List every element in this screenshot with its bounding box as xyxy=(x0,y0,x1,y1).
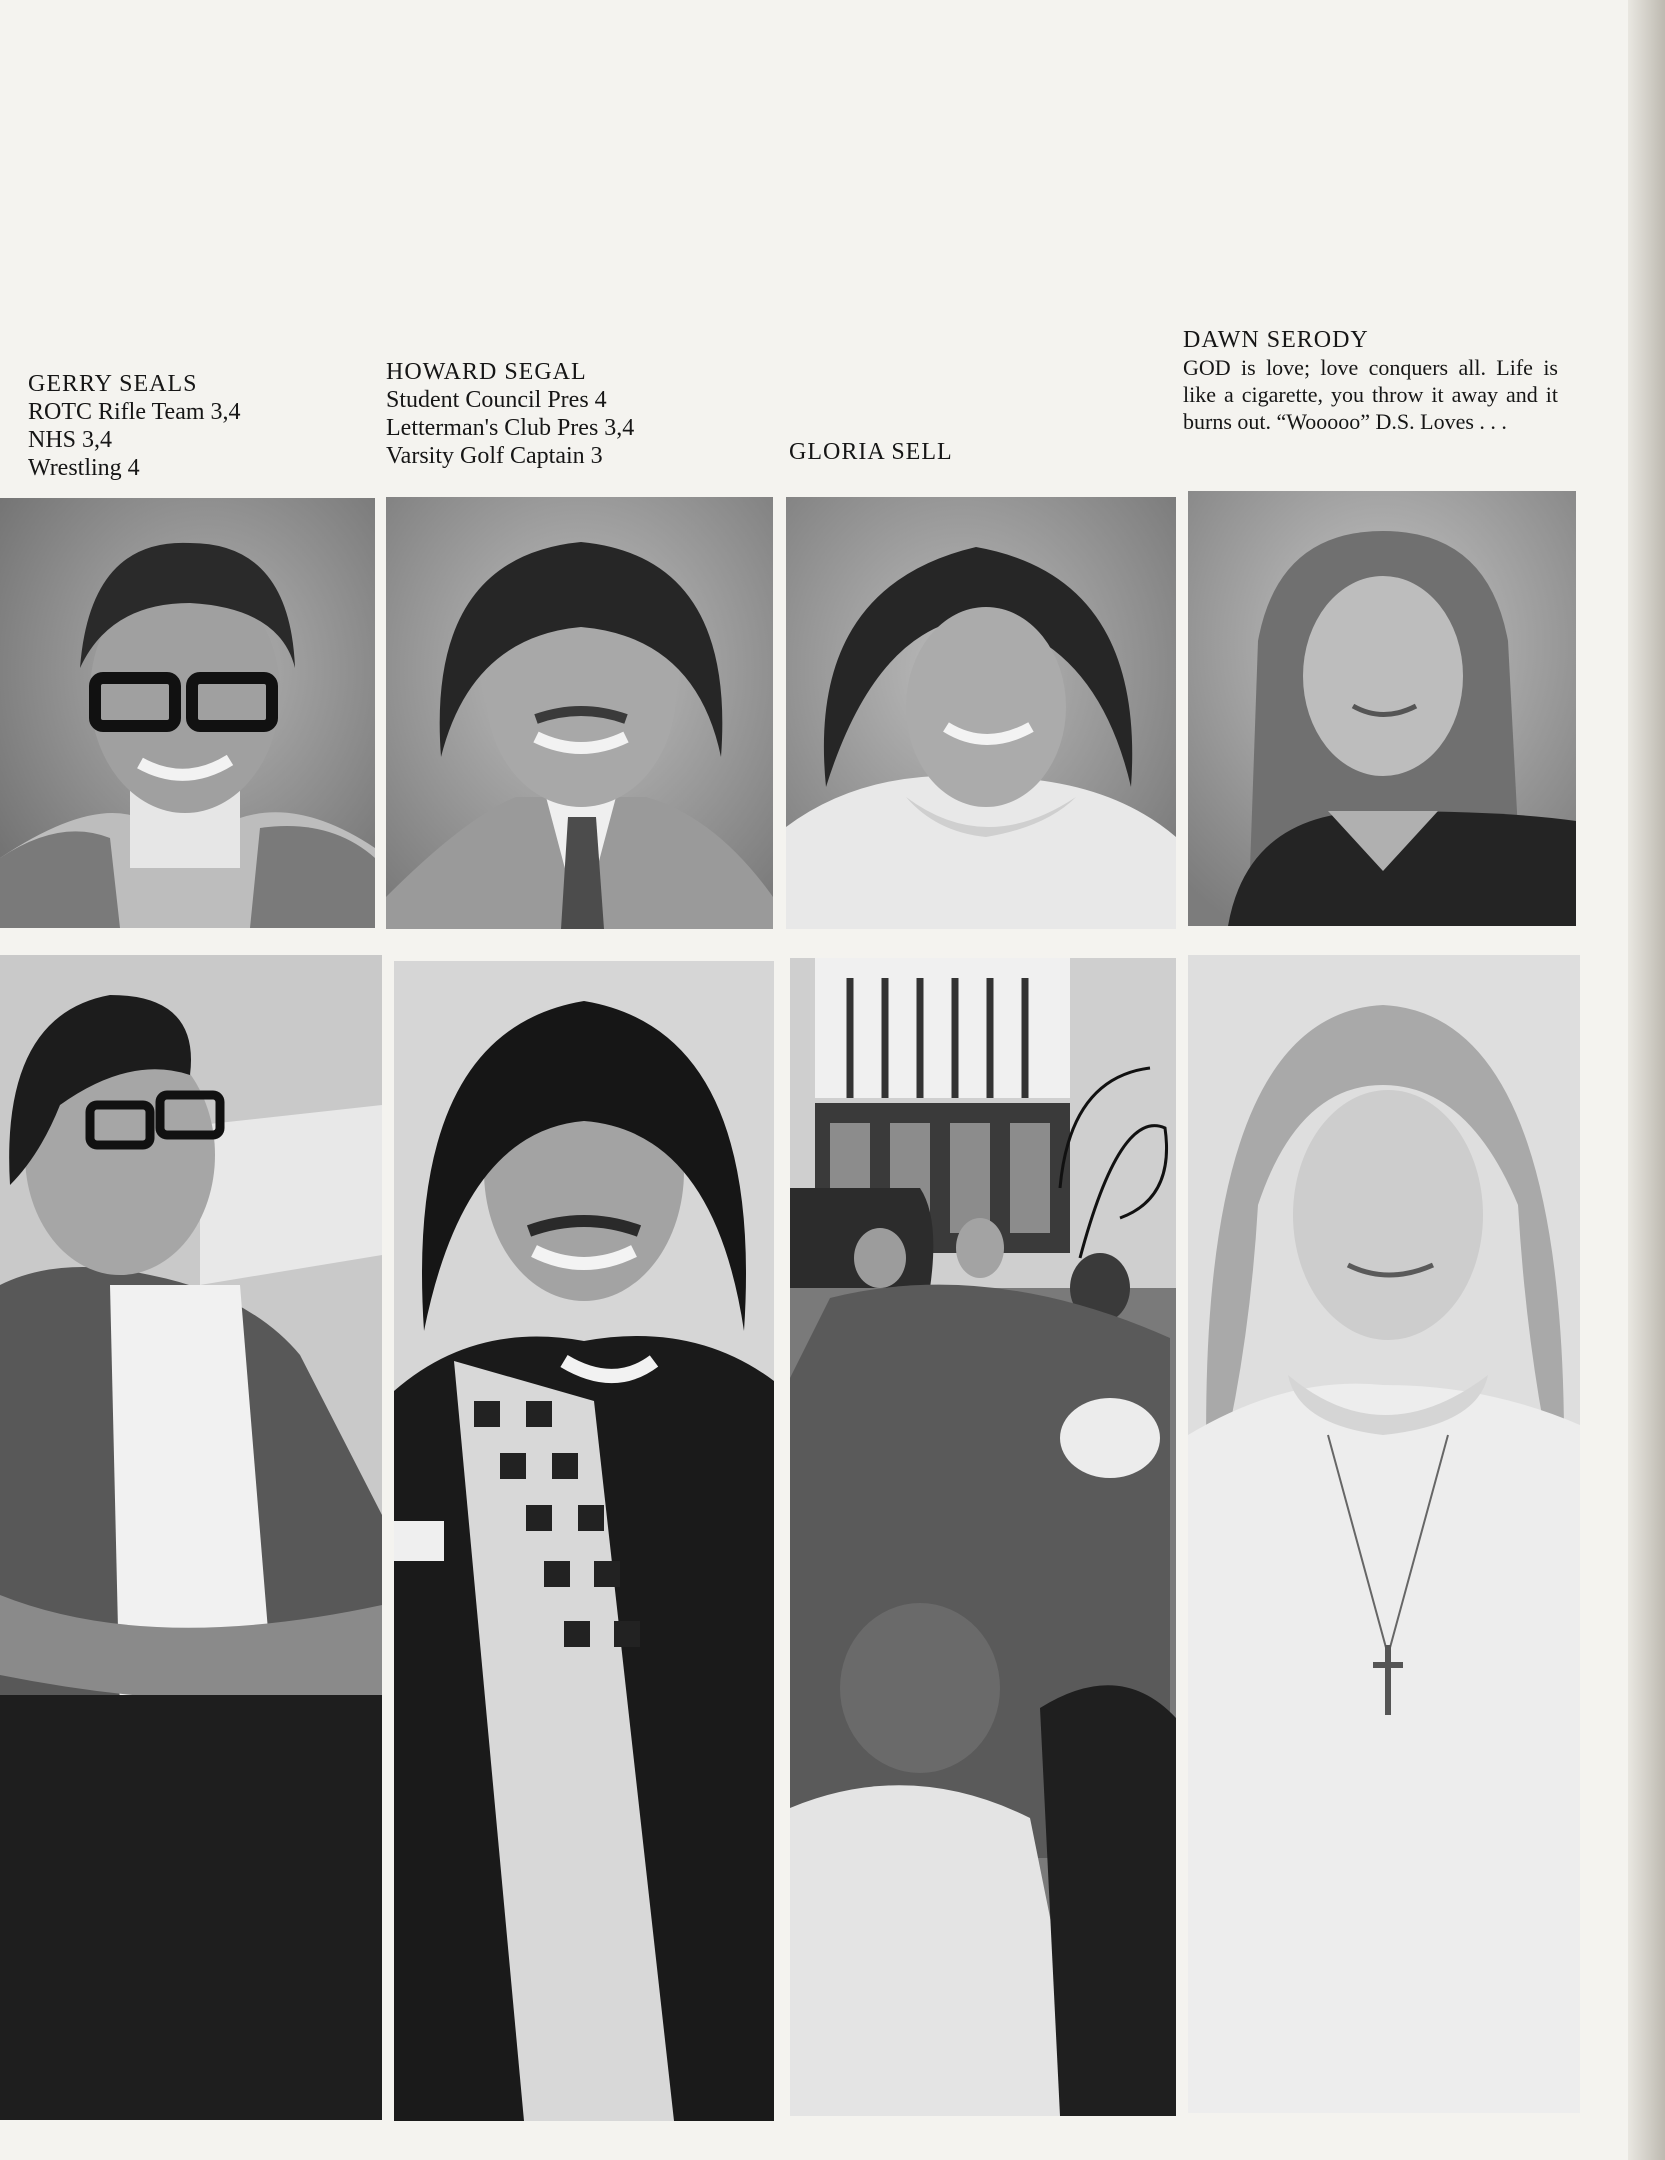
student-name: HOWARD SEGAL xyxy=(386,359,587,385)
student-name: GERRY SEALS xyxy=(28,371,198,397)
portrait-photo-icon xyxy=(1188,491,1576,926)
caption-gloria-sell xyxy=(789,438,1169,466)
student-name: GLORIA SELL xyxy=(789,439,953,465)
activity-line: NHS 3,4 xyxy=(28,427,113,453)
candid-photo-icon xyxy=(394,961,774,2121)
student-name: DAWN SERODY xyxy=(1183,327,1369,353)
portrait-photo-icon xyxy=(0,498,375,928)
portrait-photo-icon xyxy=(786,497,1176,929)
page-binding-edge xyxy=(1628,0,1665,2160)
activity-line: Varsity Golf Captain 3 xyxy=(386,443,603,469)
caption-dawn-serody xyxy=(1183,326,1558,435)
portrait-photo-icon xyxy=(386,497,773,929)
caption-howard-segal xyxy=(386,358,786,470)
candid-photo-icon xyxy=(0,955,382,2120)
candid-photo-icon xyxy=(1188,955,1580,2113)
candid-photo-icon xyxy=(790,958,1176,2116)
caption-gerry-seals xyxy=(28,370,388,482)
senior-quote: GOD is love; love conquers all. Life is like a cigarette, you throw it away and it burns out. “Wooooo” D.S. Loves . . . xyxy=(1183,355,1558,434)
activity-line: Letterman's Club Pres 3,4 xyxy=(386,415,635,441)
activity-line: Wrestling 4 xyxy=(28,455,140,481)
activity-line: ROTC Rifle Team 3,4 xyxy=(28,399,241,425)
activity-line: Student Council Pres 4 xyxy=(386,387,607,413)
